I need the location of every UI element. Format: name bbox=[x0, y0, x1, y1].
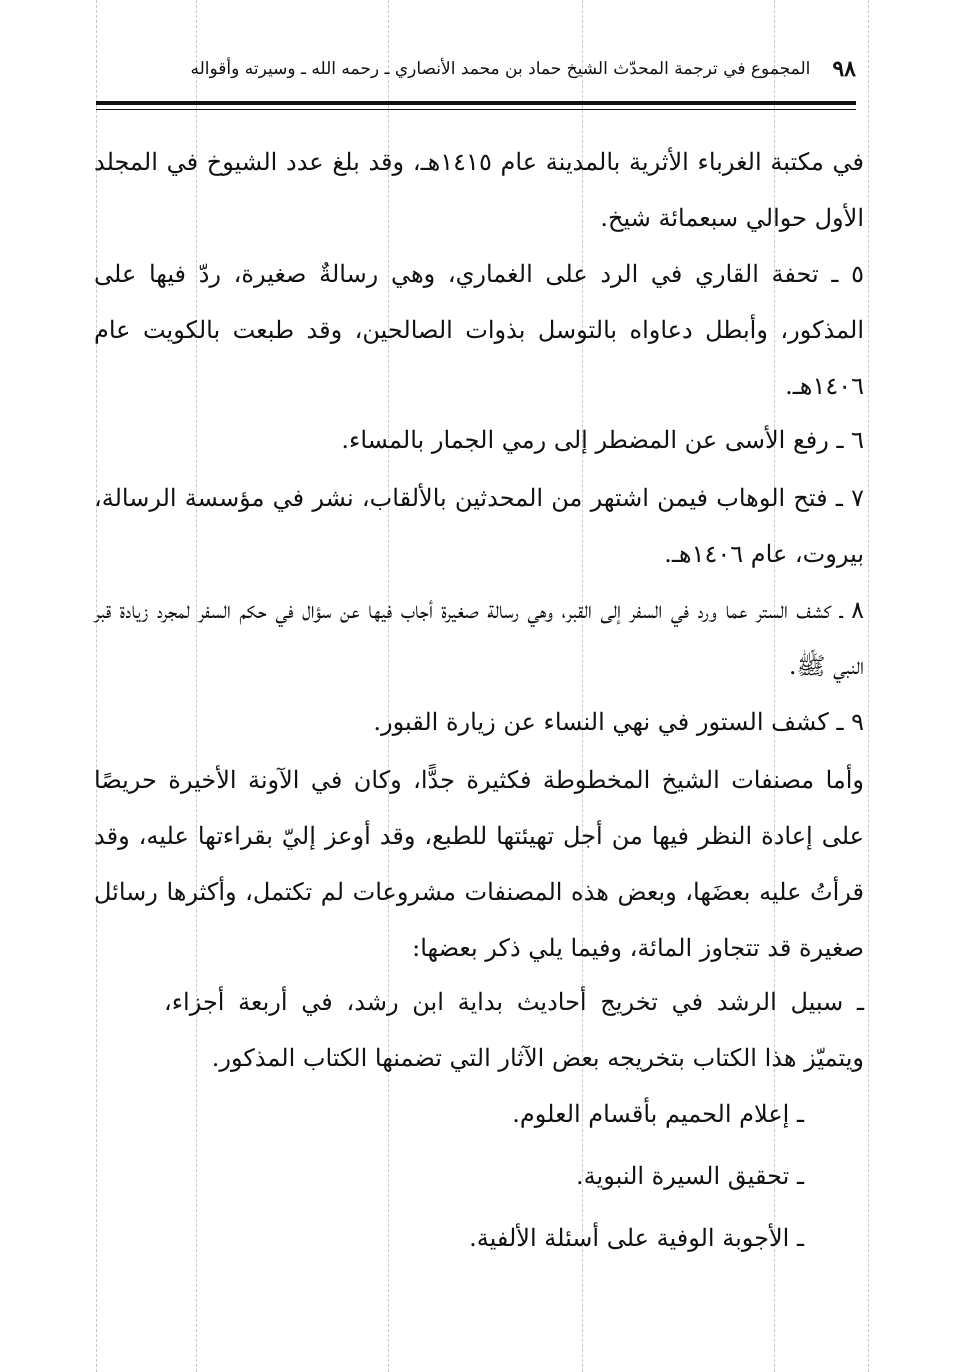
header-rule-thin bbox=[96, 109, 856, 110]
bullet-item: ـ الأجوبة الوفية على أسئلة الألفية. bbox=[469, 1224, 804, 1252]
bullet-item: ـ سبيل الرشد في تخريج أحاديث بداية ابن رشد، في أربعة أجزاء، ويتميّز هذا الكتاب بتخريجه بعض الآثار التي تضمنها الكتاب المذكور. bbox=[164, 988, 864, 1072]
bullet-item: ـ تحقيق السيرة النبوية. bbox=[576, 1162, 804, 1190]
page-number: ٩٨ bbox=[832, 56, 856, 82]
header-rule-thick bbox=[96, 101, 856, 105]
list-item-5: ٥ ـ تحفة القاري في الرد على الغماري، وهي رسالةٌ صغيرة، ردّ فيها على المذكور، وأبطل دعاواه بالتوسل بذوات الصالحين، وقد طبعت بالكويت عام ١٤٠٦هـ. bbox=[94, 260, 864, 400]
page-header bbox=[190, 52, 856, 86]
paragraph: في مكتبة الغرباء الأثرية بالمدينة عام ١٤١٥هـ، وقد بلغ عدد الشيوخ في المجلد الأول حوالي سبعمائة شيخ. bbox=[94, 148, 864, 232]
list-item-6: ٦ ـ رفع الأسى عن المضطر إلى رمي الجمار بالمساء. bbox=[341, 426, 864, 454]
list-item-7: ٧ ـ فتح الوهاب فيمن اشتهر من المحدثين بالألقاب، نشر في مؤسسة الرسالة، بيروت، عام ١٤٠٦هـ. bbox=[94, 484, 864, 568]
running-title: المجموع في ترجمة المحدّث الشيخ حماد بن محمد الأنصاري ـ رحمه الله ـ وسيرته وأقواله bbox=[190, 59, 811, 79]
bullet-item: ـ إعلام الحميم بأقسام العلوم. bbox=[512, 1100, 804, 1128]
scan-guide-line bbox=[868, 0, 869, 1372]
list-item-9: ٩ ـ كشف الستور في نهي النساء عن زيارة القبور. bbox=[373, 708, 864, 736]
list-item-8: ٨ ـ كشف الستر عما ورد في السفر إلى القبر، وهي رسالة صغيرة أجاب فيها عن سؤال في حكم السفر لمجرد زيادة قبر النبي ﷺ. bbox=[94, 596, 864, 680]
paragraph: وأما مصنفات الشيخ المخطوطة فكثيرة جدًّا، وكان في الآونة الأخيرة حريصًا على إعادة النظر فيها من أجل تهيئتها للطبع، وقد أوعز إليّ بقراءتها عليه، وقد قرأتُ عليه بعضَها، وبعض هذه المصنفات مشروعات لم تكتمل، وأكثرها رسائل صغيرة قد تتجاوز المائة، وفيما يلي ذكر بعضها: bbox=[94, 766, 864, 962]
